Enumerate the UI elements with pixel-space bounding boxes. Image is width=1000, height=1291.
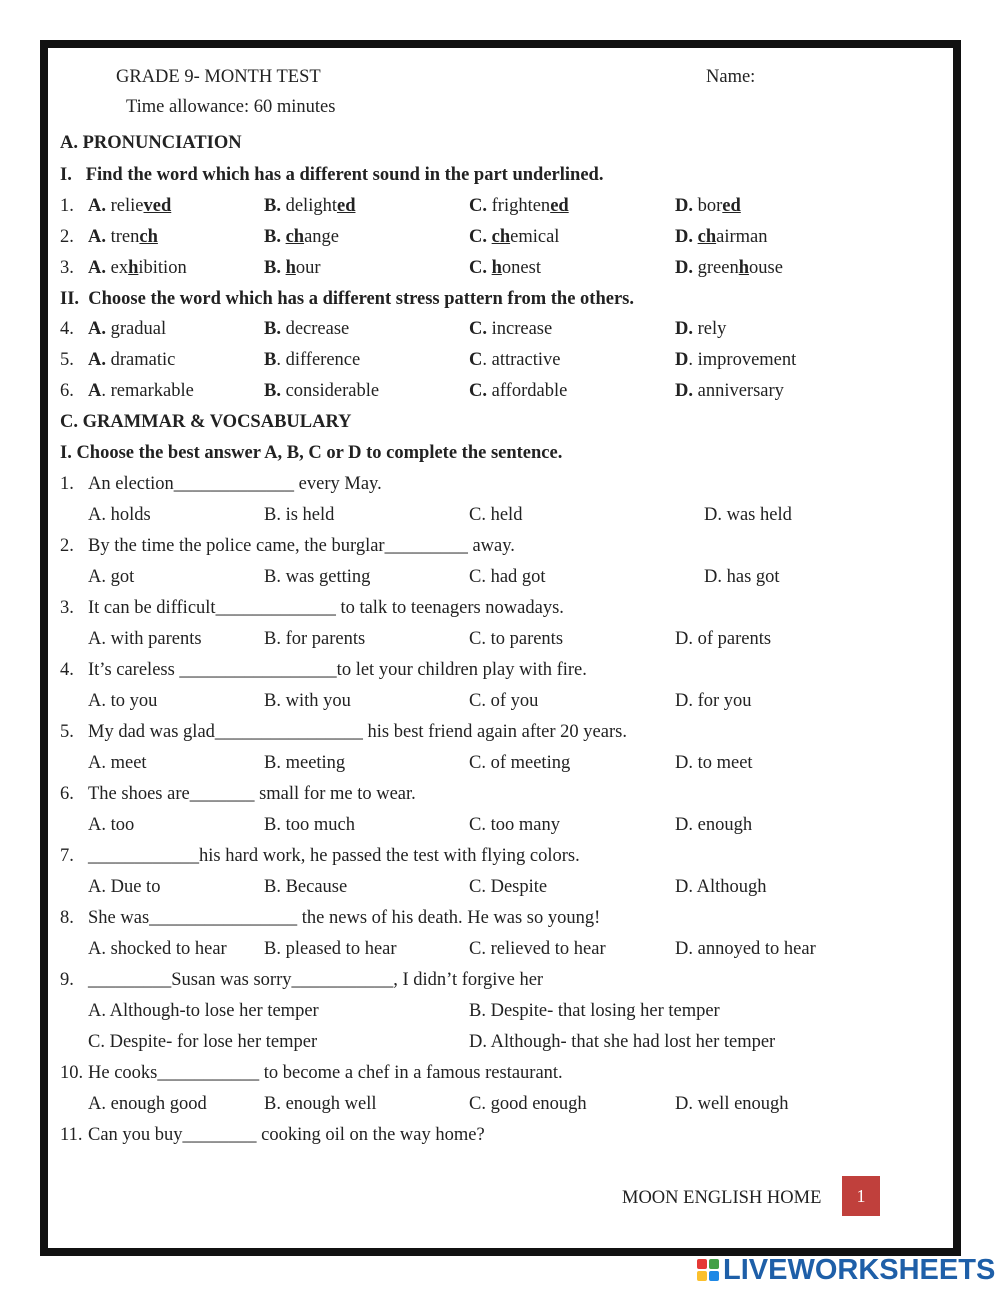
underlined-part: ch [285, 227, 305, 247]
answer-option[interactable] [675, 349, 796, 371]
question-stem: Can you buy________ cooking oil on the way home? [88, 1125, 485, 1145]
answer-option[interactable]: C. to parents [469, 629, 564, 649]
answer-option[interactable]: C. Despite- for lose her temper [88, 1032, 318, 1052]
footer-brand: MOON ENGLISH HOME [622, 1188, 822, 1208]
option-text-start: relie [110, 196, 144, 216]
question-number: 10. [60, 1063, 84, 1083]
grammar-instruction: I. Choose the best answer A, B, C or D to complete the sentence. [60, 443, 563, 463]
answer-option[interactable]: A. holds [88, 505, 151, 525]
liveworksheets-logo-text: LIVEWORKSHEETS [723, 1254, 996, 1286]
answer-option[interactable]: C. too many [469, 815, 560, 835]
answer-option[interactable]: A. too [88, 815, 135, 835]
question-number: 7. [60, 846, 74, 866]
option-letter: C [469, 350, 483, 370]
option-letter: C. [469, 319, 487, 339]
answer-option[interactable]: B. Because [264, 877, 348, 897]
answer-option[interactable] [469, 380, 567, 402]
pronunciation-instruction: I. Find the word which has a different sound in the part underlined. [60, 165, 604, 185]
option-letter: B. [264, 319, 281, 339]
answer-option[interactable] [264, 195, 355, 217]
answer-option[interactable]: D. of parents [675, 629, 772, 649]
answer-option[interactable]: C. of you [469, 691, 539, 711]
option-text-end: our [295, 258, 321, 278]
underlined-part: ved [143, 196, 172, 216]
underlined-part: ed [336, 196, 356, 216]
option-letter: A. [88, 319, 106, 339]
option-text: . improvement [688, 350, 797, 370]
question-number: 4. [60, 660, 74, 680]
underlined-part: ed [722, 196, 741, 216]
option-text-end: ouse [749, 258, 783, 278]
answer-option[interactable] [469, 195, 569, 217]
question-number: 4. [60, 319, 74, 339]
option-text-end: ibition [138, 258, 187, 278]
question-stem: He cooks___________ to become a chef in a famous restaurant. [88, 1063, 563, 1083]
question-stem: My dad was glad________________ his best friend again after 20 years. [88, 722, 627, 742]
option-text: . attractive [482, 350, 561, 370]
time-allowance: Time allowance: 60 minutes [126, 97, 336, 117]
option-text: anniversary [693, 381, 784, 401]
answer-option[interactable]: B. enough well [264, 1094, 377, 1114]
answer-option[interactable]: A. got [88, 567, 135, 587]
option-letter: C. [469, 258, 487, 278]
answer-option[interactable] [88, 195, 171, 217]
section-c-heading: C. GRAMMAR & VOCSABULARY [60, 412, 352, 432]
option-letter: A. [88, 196, 106, 216]
option-letter: B. [264, 381, 281, 401]
answer-option[interactable]: A. with parents [88, 629, 202, 649]
option-text: dramatic [106, 350, 176, 370]
answer-option[interactable] [469, 349, 560, 371]
question-stem: By the time the police came, the burglar_________ away. [88, 536, 515, 556]
worksheet-page [40, 40, 961, 1256]
option-text-start: bor [697, 196, 723, 216]
answer-option[interactable] [264, 257, 321, 279]
section-a-heading: A. PRONUNCIATION [60, 133, 242, 153]
answer-option[interactable]: B. is held [264, 505, 335, 525]
option-letter: A. [88, 227, 106, 247]
option-letter: B [264, 350, 277, 370]
answer-option[interactable] [88, 257, 187, 279]
answer-option[interactable]: A. to you [88, 691, 158, 711]
answer-option[interactable]: D. for you [675, 691, 752, 711]
answer-option[interactable] [264, 226, 339, 248]
option-letter: D. [675, 258, 693, 278]
answer-option[interactable] [264, 380, 379, 402]
option-letter: A. [88, 350, 106, 370]
underlined-part: h [738, 258, 750, 278]
question-number: 8. [60, 908, 74, 928]
option-text: . difference [276, 350, 361, 370]
answer-option[interactable]: C. of meeting [469, 753, 571, 773]
answer-option[interactable] [264, 349, 360, 371]
option-text-start: tren [110, 227, 140, 247]
answer-option[interactable]: A. Although-to lose her temper [88, 1001, 319, 1021]
answer-option[interactable]: C. relieved to hear [469, 939, 606, 959]
question-number: 6. [60, 381, 74, 401]
page-number: 1 [842, 1176, 880, 1216]
answer-option[interactable]: A. Due to [88, 877, 161, 897]
name-label: Name: [706, 67, 756, 87]
answer-option[interactable]: C. good enough [469, 1094, 587, 1114]
question-stem: The shoes are_______ small for me to wear. [88, 784, 416, 804]
answer-option[interactable]: B. meeting [264, 753, 346, 773]
question-number: 3. [60, 598, 74, 618]
answer-option[interactable] [469, 318, 552, 340]
answer-option[interactable]: B. Despite- that losing her temper [469, 1001, 720, 1021]
answer-option[interactable] [264, 318, 349, 340]
option-letter: B. [264, 258, 281, 278]
option-text: . remarkable [101, 381, 194, 401]
option-letter: D. [675, 196, 693, 216]
option-text: gradual [106, 319, 167, 339]
question-number: 3. [60, 258, 74, 278]
answer-option[interactable]: B. too much [264, 815, 355, 835]
underlined-part: ch [491, 227, 511, 247]
question-stem: ____________his hard work, he passed the test with flying colors. [88, 846, 580, 866]
stress-instruction: II. Choose the word which has a different stress pattern from the others. [60, 289, 634, 309]
answer-option[interactable]: C. had got [469, 567, 546, 587]
answer-option[interactable]: B. with you [264, 691, 351, 711]
answer-option[interactable]: D. to meet [675, 753, 753, 773]
answer-option[interactable] [469, 257, 541, 279]
option-text-start: delight [285, 196, 337, 216]
option-text-end: airman [716, 227, 768, 247]
option-letter: D. [675, 319, 693, 339]
question-number: 6. [60, 784, 74, 804]
answer-option[interactable]: C. Despite [469, 877, 548, 897]
question-stem: An election_____________ every May. [88, 474, 382, 494]
question-number: 11. [60, 1125, 83, 1145]
question-number: 1. [60, 474, 74, 494]
question-number: 5. [60, 722, 74, 742]
answer-option[interactable]: D. enough [675, 815, 753, 835]
question-stem: _________Susan was sorry___________, I didn’t forgive her [88, 970, 544, 990]
option-letter: D. [675, 227, 693, 247]
underlined-part: ed [550, 196, 569, 216]
answer-option[interactable]: D. Although [675, 877, 767, 897]
answer-option[interactable]: D. was held [704, 505, 792, 525]
option-text: affordable [487, 381, 568, 401]
option-letter: A [88, 381, 102, 401]
answer-option[interactable]: A. enough good [88, 1094, 207, 1114]
question-number: 5. [60, 350, 74, 370]
option-letter: B. [264, 227, 281, 247]
option-text-end: ange [304, 227, 340, 247]
answer-option[interactable]: B. was getting [264, 567, 371, 587]
option-letter: A. [88, 258, 106, 278]
underlined-part: h [285, 258, 296, 278]
answer-option[interactable] [88, 349, 175, 371]
answer-option[interactable]: A. shocked to hear [88, 939, 227, 959]
question-number: 9. [60, 970, 74, 990]
answer-option[interactable]: D. annoyed to hear [675, 939, 816, 959]
question-stem: It can be difficult_____________ to talk to teenagers nowadays. [88, 598, 564, 618]
option-letter: C. [469, 227, 487, 247]
answer-option[interactable] [675, 380, 784, 402]
option-text: considerable [280, 381, 380, 401]
question-number: 2. [60, 227, 74, 247]
answer-option[interactable] [675, 195, 741, 217]
question-stem: It’s careless _________________to let your children play with fire. [88, 660, 587, 680]
question-number: 2. [60, 536, 74, 556]
option-text-end: onest [501, 258, 541, 278]
liveworksheets-logo[interactable] [697, 1255, 995, 1285]
option-letter: D. [675, 381, 693, 401]
underlined-part: ch [697, 227, 717, 247]
answer-option[interactable]: D. Although- that she had lost her temper [469, 1032, 776, 1052]
question-number: 1. [60, 196, 74, 216]
answer-option[interactable] [675, 226, 768, 248]
option-text: decrease [280, 319, 350, 339]
answer-option[interactable] [675, 318, 726, 340]
answer-option[interactable]: D. has got [704, 567, 780, 587]
answer-option[interactable]: C. held [469, 505, 523, 525]
option-text-end: emical [510, 227, 560, 247]
answer-option[interactable] [469, 226, 559, 248]
answer-option[interactable]: B. pleased to hear [264, 939, 397, 959]
answer-option[interactable] [675, 257, 783, 279]
option-letter: B. [264, 196, 281, 216]
option-letter: D [675, 350, 689, 370]
question-stem: She was________________ the news of his death. He was so young! [88, 908, 601, 928]
answer-option[interactable] [88, 318, 166, 340]
option-letter: C. [469, 196, 487, 216]
underlined-part: ch [139, 227, 158, 247]
option-text-start: ex [110, 258, 129, 278]
answer-option[interactable] [88, 226, 158, 248]
answer-option[interactable]: B. for parents [264, 629, 366, 649]
option-text: rely [693, 319, 727, 339]
option-text-start: frighten [491, 196, 551, 216]
option-text: increase [487, 319, 553, 339]
option-letter: C. [469, 381, 487, 401]
answer-option[interactable]: D. well enough [675, 1094, 789, 1114]
answer-option[interactable]: A. meet [88, 753, 147, 773]
answer-option[interactable] [88, 380, 194, 402]
underlined-part: h [128, 258, 139, 278]
test-title: GRADE 9- MONTH TEST [116, 67, 321, 87]
option-text-start: green [697, 258, 739, 278]
liveworksheets-logo-icon [697, 1259, 719, 1281]
underlined-part: h [491, 258, 502, 278]
